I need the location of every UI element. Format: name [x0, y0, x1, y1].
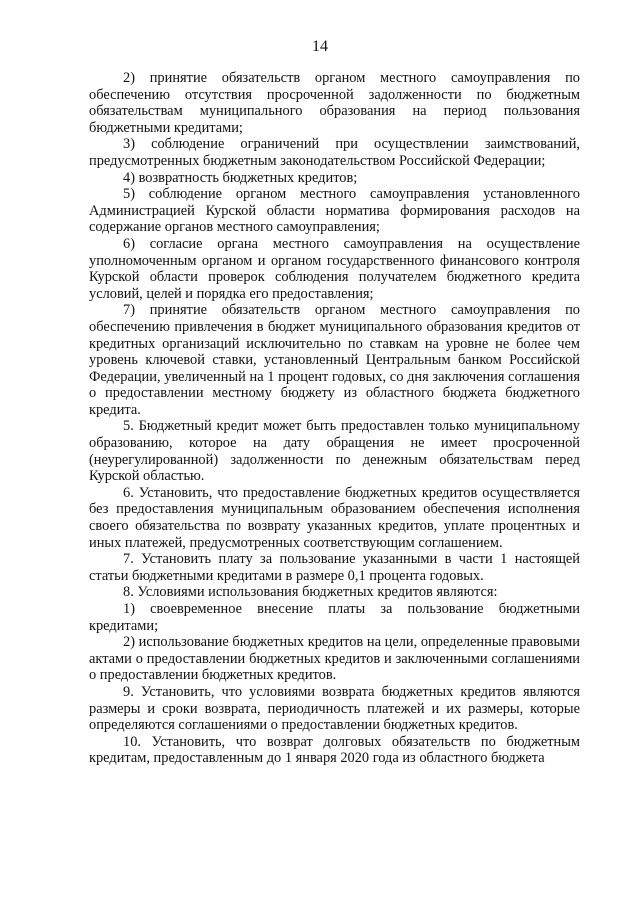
paragraph-section-8: 8. Условиями использования бюджетных кредитов являются:	[123, 584, 498, 601]
paragraph-section-10: 10. Установить, что возврат долговых обязательств по бюджетным кредитам, предоставленным до 1 января 2020 года из областного бюджета	[89, 733, 580, 767]
paragraph-item-5-expense-norm: 5) соблюдение органом местного самоуправления установленного Администрацией Курской области норматива формирования расходов на содержание органов местного самоуправления;	[89, 186, 580, 236]
paragraph-section-8-item-2: 2) использование бюджетных кредитов на цели, определенные правовыми актами о предоставлении бюджетных кредитов и заключенными соглашениями о предоставлении бюджетных кредитов.	[89, 634, 580, 684]
paragraph-section-6: 6. Установить, что предоставление бюджетных кредитов осуществляется без предоставления муниципальным образованием обеспечения исполнения своего обязательства по возврату указанных кредитов, уплате процентных и иных платежей, предусмотренных соответствующим соглашением.	[89, 484, 580, 551]
document-body	[89, 70, 580, 767]
paragraph-item-7-credit-rates: 7) принятие обязательств органом местного самоуправления по обеспечению привлечения в бюджет муниципального образования кредитов от кредитных организаций исключительно по ставкам на уровне не более чем уровень ключевой ставки, установленный Центральным банком Российской Федерации, увеличенный на 1 процент годовых, со дня заключения соглашения о предоставлении местному бюджету из областного бюджета бюджетного кредита.	[89, 302, 580, 418]
paragraph-item-2-obligations: 2) принятие обязательств органом местного самоуправления по обеспечению отсутствия просроченной задолженности по бюджетным обязательствам муниципального образования на период пользования бюджетными кредитами;	[89, 70, 580, 136]
paragraph-item-3-borrowing-limits: 3) соблюдение ограничений при осуществлении заимствований, предусмотренных бюджетным законодательством Российской Федерации;	[89, 136, 580, 169]
page-number: 14	[312, 38, 328, 55]
paragraph-section-7: 7. Установить плату за пользование указанными в части 1 настоящей статьи бюджетными кредитами в размере 0,1 процента годовых.	[89, 551, 580, 584]
paragraph-item-4-repayment: 4) возвратность бюджетных кредитов;	[123, 169, 358, 186]
paragraph-item-6-consent: 6) согласие органа местного самоуправления на осуществление уполномоченным органом и органом государственного финансового контроля Курской области проверок соблюдения получателем бюджетного кредита условий, целей и порядка его предоставления;	[89, 235, 580, 302]
paragraph-section-5: 5. Бюджетный кредит может быть предоставлен только муниципальному образованию, которое на дату обращения не имеет просроченной (неурегулированной) задолженности по денежным обязательствам перед Курской областью.	[89, 418, 580, 485]
paragraph-section-8-item-1: 1) своевременное внесение платы за пользование бюджетными кредитами;	[89, 601, 580, 634]
paragraph-section-9: 9. Установить, что условиями возврата бюджетных кредитов являются размеры и сроки возврата, периодичность платежей и их размеры, которые определяются соглашениями о предоставлении бюджетных кредитов.	[89, 683, 580, 734]
